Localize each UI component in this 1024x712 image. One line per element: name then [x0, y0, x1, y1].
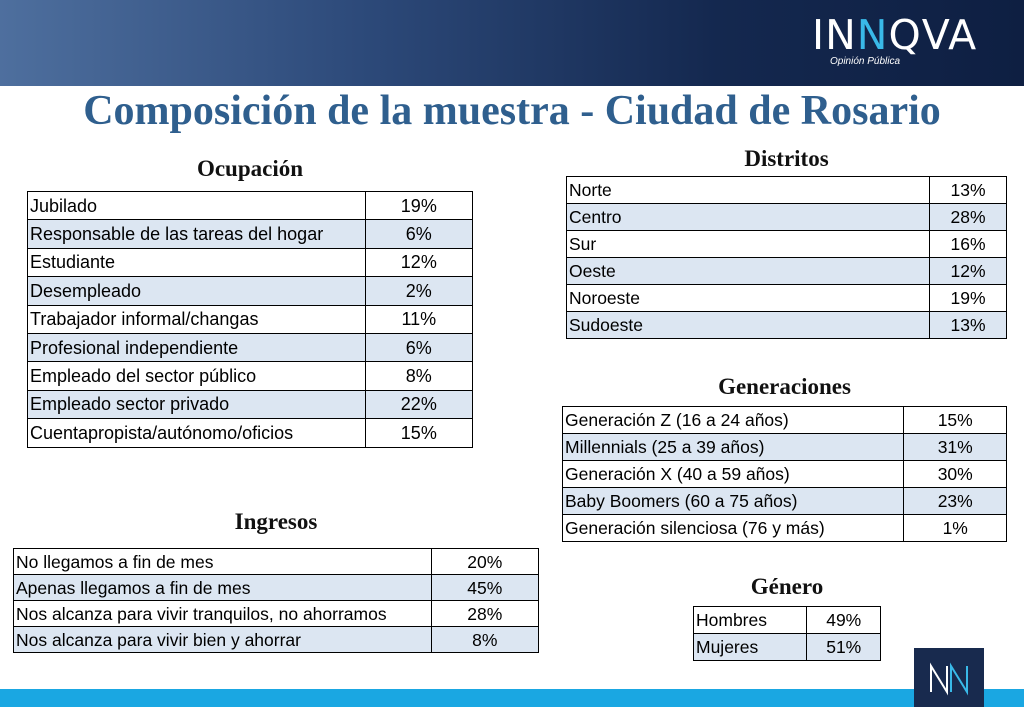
- ocupacion-row: [28, 192, 473, 220]
- ocupacion-row-label: Desempleado: [28, 277, 366, 305]
- generaciones-row: [563, 434, 1007, 461]
- nn-logo-badge: [914, 648, 984, 707]
- generaciones-row-label: Generación silenciosa (76 y más): [563, 515, 904, 542]
- ocupacion-row-value: 11%: [365, 305, 472, 333]
- ocupacion-row-label: Profesional independiente: [28, 333, 366, 361]
- ocupacion-row-value: 2%: [365, 277, 472, 305]
- ocupacion-row-value: 8%: [365, 362, 472, 390]
- ingresos-row-label: Nos alcanza para vivir bien y ahorrar: [14, 627, 432, 653]
- ocupacion-row: [28, 248, 473, 276]
- ocupacion-row-value: 6%: [365, 333, 472, 361]
- page-title: Composición de la muestra - Ciudad de Rosario: [83, 88, 941, 134]
- distritos-row-value: 13%: [930, 312, 1007, 339]
- generaciones-row-label: Baby Boomers (60 a 75 años): [563, 488, 904, 515]
- ingresos-row-value: 20%: [431, 549, 538, 575]
- nn-logo-icon: [914, 648, 984, 707]
- distritos-row-label: Sur: [567, 231, 930, 258]
- generaciones-row-value: 1%: [904, 515, 1007, 542]
- generaciones-row-label: Generación Z (16 a 24 años): [563, 407, 904, 434]
- ocupacion-row: [28, 390, 473, 418]
- ocupacion-row-label: Estudiante: [28, 248, 366, 276]
- ingresos-row-label: Nos alcanza para vivir tranquilos, no ahorramos: [14, 601, 432, 627]
- innova-logo: [812, 10, 977, 60]
- genero-table: [693, 606, 881, 661]
- bottom-bar: [0, 689, 1024, 707]
- header-banner: [0, 0, 1024, 86]
- generaciones-row-value: 15%: [904, 407, 1007, 434]
- generaciones-row: [563, 407, 1007, 434]
- ocupacion-table: [27, 191, 473, 448]
- distritos-row: [567, 177, 1007, 204]
- generaciones-row: [563, 488, 1007, 515]
- distritos-row-label: Sudoeste: [567, 312, 930, 339]
- ingresos-row: [14, 601, 539, 627]
- ingresos-row-value: 45%: [431, 575, 538, 601]
- genero-row-label: Hombres: [694, 607, 807, 634]
- distritos-row: [567, 285, 1007, 312]
- ocupacion-row: [28, 419, 473, 447]
- ocupacion-row-value: 15%: [365, 419, 472, 447]
- ocupacion-row: [28, 220, 473, 248]
- generaciones-heading: Generaciones: [718, 374, 851, 399]
- ingresos-heading: Ingresos: [234, 509, 318, 534]
- distritos-table: [566, 176, 1007, 339]
- ingresos-row-label: Apenas llegamos a fin de mes: [14, 575, 432, 601]
- distritos-row-label: Noroeste: [567, 285, 930, 312]
- distritos-row-label: Centro: [567, 204, 930, 231]
- genero-row: [694, 634, 881, 661]
- distritos-row-value: 19%: [930, 285, 1007, 312]
- generaciones-row-value: 30%: [904, 461, 1007, 488]
- ocupacion-row-value: 19%: [365, 192, 472, 220]
- generaciones-row: [563, 515, 1007, 542]
- ocupacion-row-label: Empleado del sector público: [28, 362, 366, 390]
- genero-row-value: 49%: [807, 607, 881, 634]
- distritos-row-label: Norte: [567, 177, 930, 204]
- genero-heading: Género: [750, 574, 824, 599]
- generaciones-row: [563, 461, 1007, 488]
- ocupacion-row-label: Jubilado: [28, 192, 366, 220]
- ocupacion-row: [28, 362, 473, 390]
- logo-part-a: IN: [812, 11, 857, 59]
- ingresos-row: [14, 549, 539, 575]
- ingresos-row-label: No llegamos a fin de mes: [14, 549, 432, 575]
- generaciones-row-label: Millennials (25 a 39 años): [563, 434, 904, 461]
- distritos-row: [567, 204, 1007, 231]
- ocupacion-row-label: Cuentapropista/autónomo/oficios: [28, 419, 366, 447]
- ingresos-row-value: 8%: [431, 627, 538, 653]
- distritos-row: [567, 258, 1007, 285]
- ingresos-row-value: 28%: [431, 601, 538, 627]
- distritos-row: [567, 312, 1007, 339]
- ocupacion-row: [28, 305, 473, 333]
- ocupacion-row: [28, 333, 473, 361]
- distritos-row-value: 12%: [930, 258, 1007, 285]
- ocupacion-row-value: 6%: [365, 220, 472, 248]
- ocupacion-row-value: 22%: [365, 390, 472, 418]
- distritos-row-value: 16%: [930, 231, 1007, 258]
- ocupacion-row: [28, 277, 473, 305]
- ocupacion-row-label: Responsable de las tareas del hogar: [28, 220, 366, 248]
- distritos-row: [567, 231, 1007, 258]
- distritos-row-value: 28%: [930, 204, 1007, 231]
- generaciones-table: [562, 406, 1007, 542]
- ocupacion-row-label: Empleado sector privado: [28, 390, 366, 418]
- ingresos-row: [14, 627, 539, 653]
- distritos-row-label: Oeste: [567, 258, 930, 285]
- generaciones-row-value: 23%: [904, 488, 1007, 515]
- genero-row-label: Mujeres: [694, 634, 807, 661]
- genero-row-value: 51%: [807, 634, 881, 661]
- ocupacion-row-value: 12%: [365, 248, 472, 276]
- logo-part-c: QVA: [888, 11, 978, 59]
- logo-tagline: Opinión Pública: [830, 56, 901, 67]
- genero-row: [694, 607, 881, 634]
- logo-part-accent: N: [856, 11, 889, 59]
- ocupacion-row-label: Trabajador informal/changas: [28, 305, 366, 333]
- distritos-row-value: 13%: [930, 177, 1007, 204]
- ingresos-table: [13, 548, 539, 653]
- distritos-heading: Distritos: [744, 146, 829, 171]
- ingresos-row: [14, 575, 539, 601]
- generaciones-row-label: Generación X (40 a 59 años): [563, 461, 904, 488]
- generaciones-row-value: 31%: [904, 434, 1007, 461]
- ocupacion-heading: Ocupación: [196, 156, 304, 181]
